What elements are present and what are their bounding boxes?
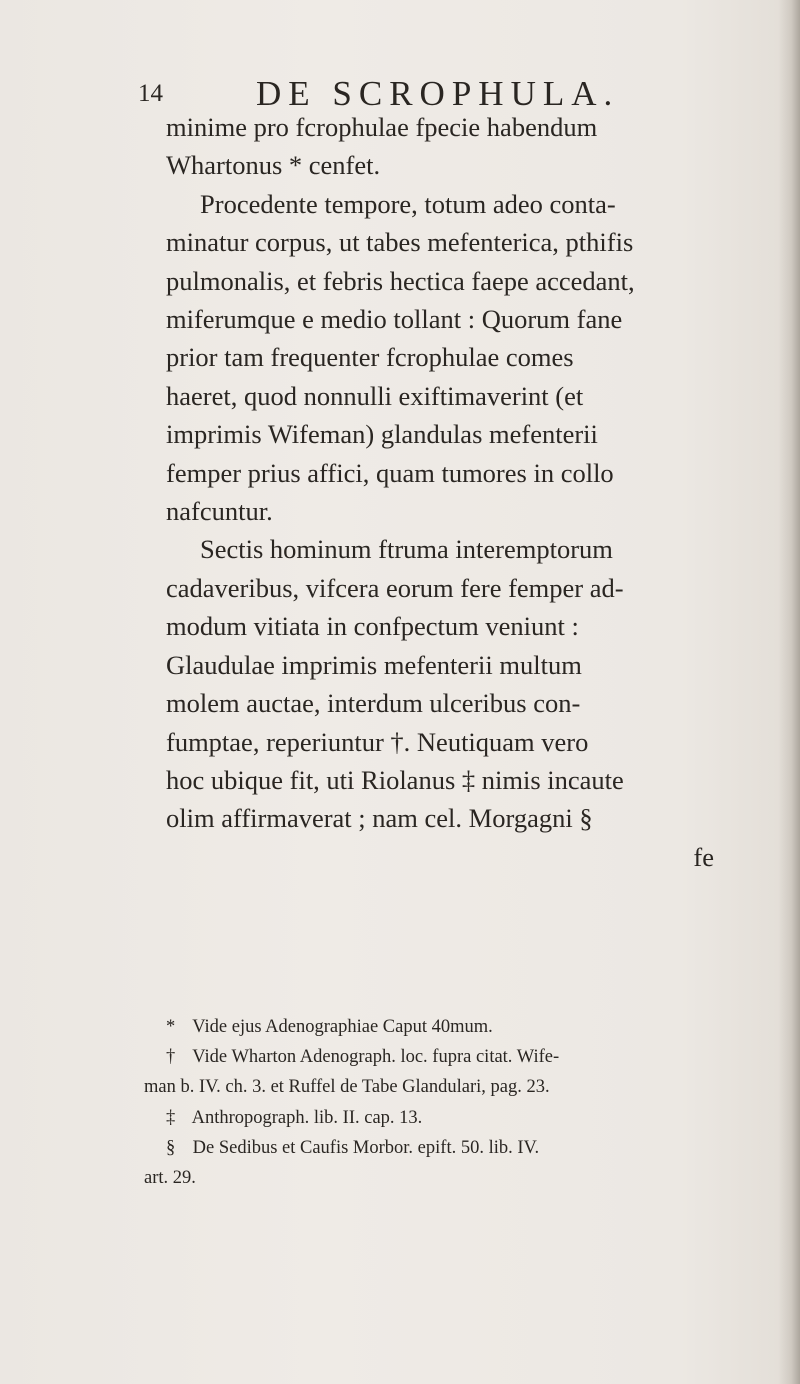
text-line: Glaudulae imprimis mefenterii multum — [166, 649, 582, 680]
main-text — [166, 108, 750, 876]
text-line: Whartonus * cenfet. — [166, 150, 381, 181]
text-line: cadaveribus, vifcera eorum fere femper ad- — [166, 572, 624, 603]
footnote-mark: † — [166, 1047, 176, 1068]
text-line: miferumque e medio tollant : Quorum fane — [166, 304, 623, 335]
paragraph-1 — [166, 108, 750, 185]
footnote-text: De Sedibus et Caufis Morbor. epift. 50. lib. IV. — [192, 1137, 540, 1158]
footnote-1 — [166, 1012, 750, 1042]
footnote-text: Vide ejus Adenographiae Caput 40mum. — [192, 1017, 493, 1037]
page-number: 14 — [138, 80, 163, 107]
footnote-2 — [144, 1042, 750, 1102]
text-line: haeret, quod nonnulli exiftimaverint (et — [166, 380, 584, 411]
text-line: imprimis Wifeman) glandulas mefenterii — [166, 419, 598, 450]
text-line: minime pro fcrophulae fpecie habendum — [166, 112, 598, 142]
page-edge-shadow — [778, 0, 800, 1384]
text-line: Sectis hominum ftruma interemptorum — [200, 534, 613, 565]
paragraph-2 — [166, 185, 750, 531]
catchword: fe — [693, 841, 714, 872]
footnote-text: art. 29. — [144, 1168, 196, 1189]
text-line: pulmonalis, et febris hectica faepe accedant, — [166, 265, 635, 296]
text-line: minatur corpus, ut tabes mefenterica, pthifis — [166, 227, 634, 258]
text-line: olim affirmaverat ; nam cel. Morgagni § — [166, 803, 593, 834]
text-line: modum vitiata in confpectum veniunt : — [166, 611, 579, 642]
footnote-mark: § — [166, 1137, 176, 1158]
footnote-text: Anthropograph. lib. II. cap. 13. — [191, 1107, 423, 1128]
text-line: hoc ubique fit, uti Riolanus ‡ nimis incaute — [166, 764, 624, 795]
footnote-text: Vide Wharton Adenograph. loc. fupra citat. Wife- — [192, 1047, 560, 1068]
text-line: nafcuntur. — [166, 496, 273, 527]
footnote-4 — [144, 1133, 750, 1193]
text-line: prior tam frequenter fcrophulae comes — [166, 342, 574, 373]
text-line: Procedente tempore, totum adeo conta- — [200, 188, 616, 219]
footnotes — [144, 1012, 750, 1193]
text-line: fumptae, reperiuntur †. Neutiquam vero — [166, 726, 589, 757]
paragraph-3 — [166, 530, 750, 837]
running-title: DE SCROPHULA. — [256, 74, 620, 113]
footnote-mark: * — [166, 1017, 176, 1037]
footnote-mark: ‡ — [166, 1107, 176, 1128]
text-line: femper prius affici, quam tumores in collo — [166, 457, 614, 488]
text-line: molem auctae, interdum ulceribus con- — [166, 688, 581, 719]
footnote-3 — [166, 1103, 750, 1133]
footnote-text: man b. IV. ch. 3. et Ruffel de Tabe Glandulari, pag. 23. — [144, 1077, 550, 1098]
